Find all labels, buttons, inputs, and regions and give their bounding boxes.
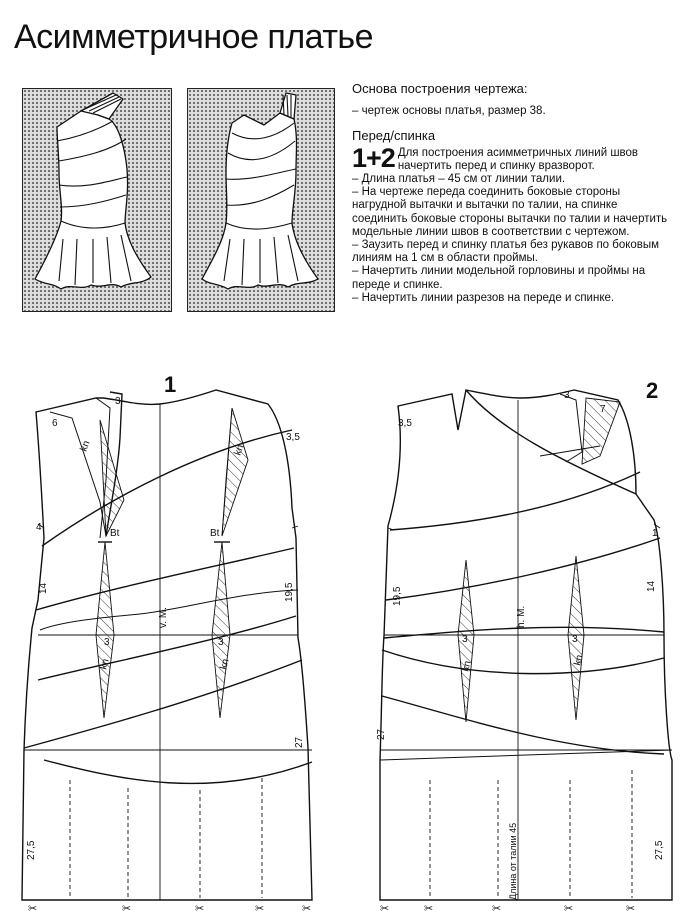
scissors-icon: ✂ [626, 902, 636, 913]
back-kn-label: kn [572, 653, 586, 667]
dress-front-illustration [22, 88, 172, 312]
back-number: 2 [646, 378, 659, 403]
front-number: 1 [164, 372, 177, 397]
step-line: Для построения асимметричных линий швов начертить перед и спинку вразворот. [397, 146, 639, 172]
step-number: 1+2 [352, 142, 395, 173]
scissors-icon: ✂ [302, 902, 312, 913]
step-line: – Начертить линии разрезов на переде и спинке. [352, 291, 615, 304]
scissors-icon: ✂ [380, 902, 390, 913]
front-dart-label: 3 [104, 637, 110, 648]
front-measure-right: 19,5 [284, 582, 295, 602]
instructions-text [352, 82, 672, 305]
back-kn-label: kn [460, 659, 474, 673]
step-line: – Начертить линии модельной горловины и проймы на переде и спинке. [352, 265, 646, 291]
front-kn-label: kn [78, 439, 93, 454]
front-measure-hem-right: 27 [294, 736, 305, 748]
step-1-2 [352, 142, 672, 305]
front-dart-label: 3 [218, 637, 224, 648]
scissors-icon: ✂ [424, 902, 434, 913]
front-kn-label: kn [232, 443, 247, 458]
basis-heading: Основа построения чертежа: [352, 81, 528, 96]
scissors-icon: ✂ [122, 902, 132, 913]
front-center-label: v. M. [158, 607, 169, 628]
pattern-drafts [0, 360, 695, 913]
step-line: – Заузить перед и спинку платья без рукавов по боковым линиям на 1 см в области проймы. [352, 239, 660, 265]
front-side-top-label: 4 [36, 522, 42, 533]
front-bt-label: Bt [110, 528, 120, 539]
dress-back-illustration [187, 88, 335, 312]
front-measure-left: 14 [38, 582, 49, 594]
front-pattern [22, 390, 312, 900]
step-line: – На чертеже переда соединить боковые стороны нагрудной вытачки и вытачки по талии, на спинке соединить боковые стороны вытачки по талии и начертить модельные линии швов в соответствии с чертежом. [352, 186, 668, 238]
page-title: Асимметричное платье [14, 18, 374, 56]
back-center-label: h. M. [516, 605, 527, 628]
back-armhole-label: 3,5 [398, 418, 412, 429]
back-dart-label: 3 [462, 634, 468, 645]
scissors-icon: ✂ [28, 902, 38, 913]
back-side-top-label: 1 [652, 528, 658, 539]
back-measure-left: 19,5 [392, 586, 403, 606]
back-pattern [380, 390, 672, 900]
scissors-icon: ✂ [564, 902, 574, 913]
front-neck-label: 3 [115, 396, 121, 407]
back-dart-label: 3 [572, 634, 578, 645]
back-shoulder-label: 7 [600, 404, 606, 415]
basis-item: – чертеж основы платья, размер 38. [352, 105, 546, 118]
front-shoulder-label: 6 [52, 418, 58, 429]
back-length-note: Длина от талии 45 [508, 822, 518, 900]
back-neck-label: 3 [564, 390, 570, 401]
back-measure-bottom-right: 27,5 [654, 840, 665, 860]
back-measure-hem-left: 27 [376, 728, 387, 740]
front-kn-label: kn [218, 657, 232, 671]
scissors-icon: ✂ [195, 902, 205, 913]
front-bt-label: Bt [210, 528, 220, 539]
front-armhole-label: 3,5 [286, 432, 300, 443]
step-line: – Длина платья – 45 см от линии талии. [352, 173, 566, 186]
scissors-icon: ✂ [492, 902, 502, 913]
back-measure-right: 14 [646, 580, 657, 592]
scissors-icons [28, 902, 635, 913]
scissors-icon: ✂ [255, 902, 265, 913]
front-kn-label: kn [98, 657, 112, 671]
front-measure-bottom-left: 27,5 [26, 840, 37, 860]
section-heading: Перед/спинка [352, 128, 436, 144]
